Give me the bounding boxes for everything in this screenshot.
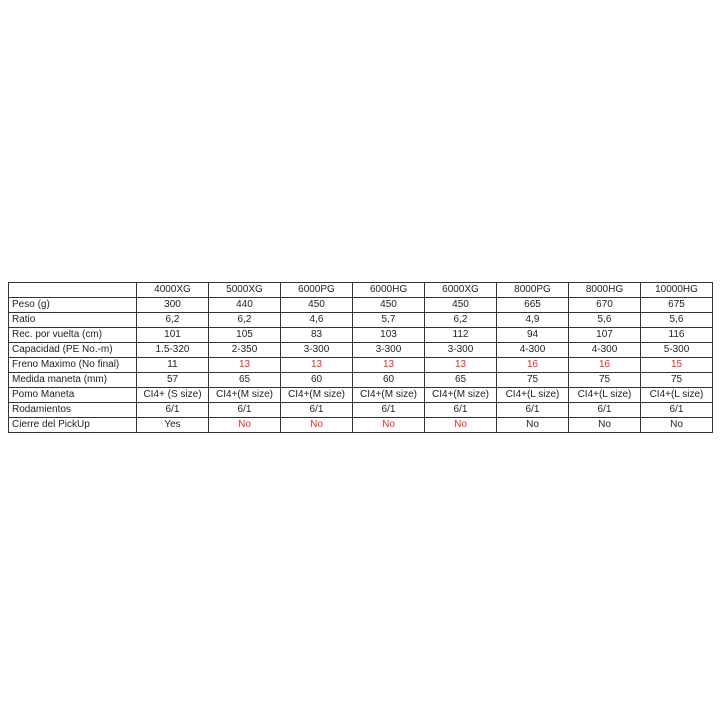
table-row — [9, 358, 713, 373]
table-cell: 450 — [281, 298, 353, 313]
table-cell: 57 — [137, 373, 209, 388]
table-cell: 15 — [641, 358, 713, 373]
table-cell: 4,9 — [497, 313, 569, 328]
row-label: Rodamientos — [9, 403, 137, 418]
table-cell: No — [353, 418, 425, 433]
table-cell: 4-300 — [569, 343, 641, 358]
table-cell: 5,6 — [641, 313, 713, 328]
table-cell: 13 — [353, 358, 425, 373]
table-cell: 75 — [497, 373, 569, 388]
table-cell: 1.5-320 — [137, 343, 209, 358]
table-row — [9, 418, 713, 433]
table-row — [9, 388, 713, 403]
table-cell: 13 — [425, 358, 497, 373]
table-cell: 6/1 — [353, 403, 425, 418]
table-row — [9, 343, 713, 358]
table-cell: 675 — [641, 298, 713, 313]
row-label: Ratio — [9, 313, 137, 328]
table-cell: 94 — [497, 328, 569, 343]
table-cell: CI4+(L size) — [569, 388, 641, 403]
table-cell: CI4+ (S size) — [137, 388, 209, 403]
table-cell: CI4+(M size) — [281, 388, 353, 403]
table-cell: 65 — [209, 373, 281, 388]
table-cell: Yes — [137, 418, 209, 433]
table-cell: 6/1 — [569, 403, 641, 418]
table-cell: 75 — [569, 373, 641, 388]
table-cell: 440 — [209, 298, 281, 313]
table-cell: 6/1 — [209, 403, 281, 418]
table-cell: 3-300 — [353, 343, 425, 358]
table-cell: 4,6 — [281, 313, 353, 328]
model-header: 6000HG — [353, 283, 425, 298]
table-cell: 60 — [281, 373, 353, 388]
row-label: Capacidad (PE No.-m) — [9, 343, 137, 358]
table-cell: 670 — [569, 298, 641, 313]
table-row — [9, 403, 713, 418]
header-corner-cell — [9, 283, 137, 298]
table-row — [9, 373, 713, 388]
table-cell: 3-300 — [281, 343, 353, 358]
header-row — [9, 283, 713, 298]
model-header: 5000XG — [209, 283, 281, 298]
table-cell: 5-300 — [641, 343, 713, 358]
table-cell: 450 — [353, 298, 425, 313]
spec-table — [8, 282, 713, 433]
model-header: 4000XG — [137, 283, 209, 298]
table-cell: 300 — [137, 298, 209, 313]
table-cell: 6,2 — [425, 313, 497, 328]
model-header: 8000HG — [569, 283, 641, 298]
table-cell: 5,6 — [569, 313, 641, 328]
table-cell: 16 — [497, 358, 569, 373]
table-cell: 13 — [281, 358, 353, 373]
table-cell: 6/1 — [281, 403, 353, 418]
table-cell: CI4+(M size) — [425, 388, 497, 403]
table-cell: CI4+(L size) — [641, 388, 713, 403]
table-cell: CI4+(M size) — [209, 388, 281, 403]
table-cell: 16 — [569, 358, 641, 373]
table-cell: 75 — [641, 373, 713, 388]
table-cell: No — [497, 418, 569, 433]
model-header: 6000XG — [425, 283, 497, 298]
table-cell: No — [425, 418, 497, 433]
table-cell: 6,2 — [209, 313, 281, 328]
table-cell: 60 — [353, 373, 425, 388]
table-cell: 65 — [425, 373, 497, 388]
table-cell: 107 — [569, 328, 641, 343]
model-header: 6000PG — [281, 283, 353, 298]
row-label: Freno Maximo (No final) — [9, 358, 137, 373]
table-cell: 4-300 — [497, 343, 569, 358]
table-cell: 116 — [641, 328, 713, 343]
row-label: Pomo Maneta — [9, 388, 137, 403]
row-label: Cierre del PickUp — [9, 418, 137, 433]
table-cell: 101 — [137, 328, 209, 343]
table-cell: 6/1 — [137, 403, 209, 418]
table-cell: 6/1 — [641, 403, 713, 418]
table-cell: CI4+(L size) — [497, 388, 569, 403]
table-cell: 3-300 — [425, 343, 497, 358]
table-row — [9, 328, 713, 343]
table-cell: 105 — [209, 328, 281, 343]
table-row — [9, 298, 713, 313]
table-cell: 83 — [281, 328, 353, 343]
row-label: Medida maneta (mm) — [9, 373, 137, 388]
table-cell: 103 — [353, 328, 425, 343]
table-cell: No — [641, 418, 713, 433]
table-cell: 2-350 — [209, 343, 281, 358]
table-cell: 6/1 — [425, 403, 497, 418]
model-header: 8000PG — [497, 283, 569, 298]
table-cell: 665 — [497, 298, 569, 313]
table-cell: No — [569, 418, 641, 433]
row-label: Peso (g) — [9, 298, 137, 313]
table-cell: 5,7 — [353, 313, 425, 328]
table-cell: 6/1 — [497, 403, 569, 418]
table-cell: CI4+(M size) — [353, 388, 425, 403]
table-cell: 112 — [425, 328, 497, 343]
table-row — [9, 313, 713, 328]
model-header: 10000HG — [641, 283, 713, 298]
row-label: Rec. por vuelta (cm) — [9, 328, 137, 343]
table-cell: 13 — [209, 358, 281, 373]
table-cell: 6,2 — [137, 313, 209, 328]
table-cell: 11 — [137, 358, 209, 373]
table-cell: No — [209, 418, 281, 433]
table-cell: 450 — [425, 298, 497, 313]
table-cell: No — [281, 418, 353, 433]
